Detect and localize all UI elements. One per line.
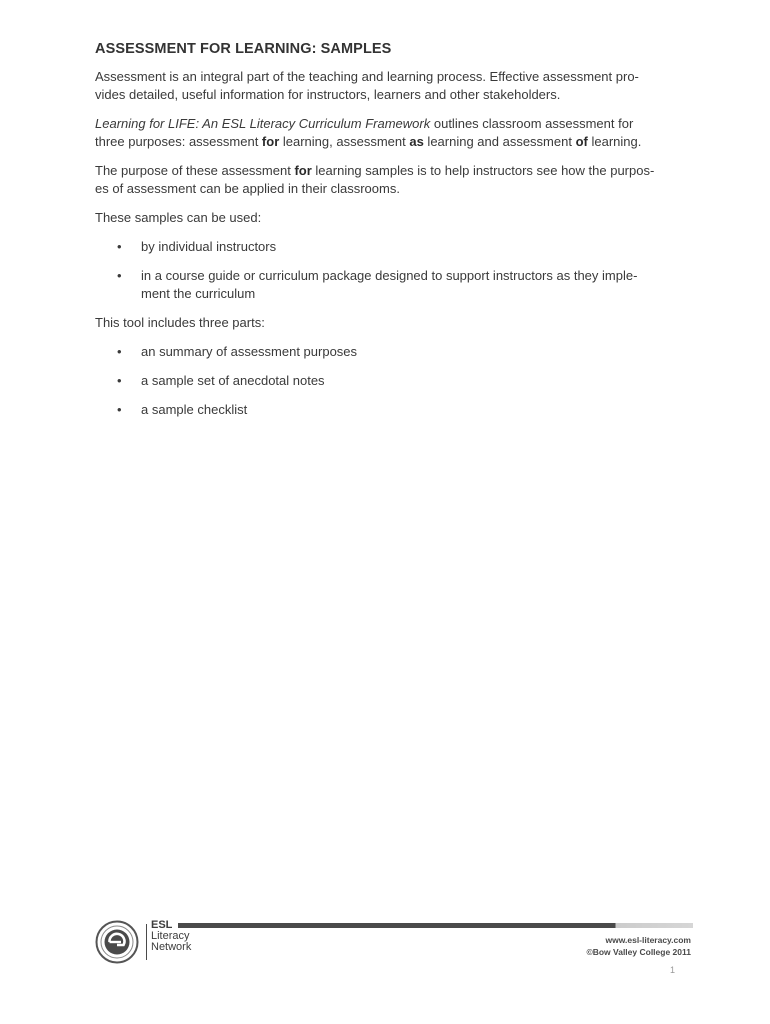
- bullet-icon: •: [117, 373, 122, 388]
- framework-line-1: [95, 115, 695, 133]
- logo-separator: [146, 924, 147, 960]
- list-item-text: a sample set of anecdotal notes: [141, 373, 325, 388]
- list-item: [95, 372, 695, 390]
- esl-literacy-network-logo-icon: [95, 920, 139, 964]
- footer-copyright: ©Bow Valley College 2011: [586, 947, 691, 957]
- list-item: [95, 401, 695, 419]
- intro-line-2: vides detailed, useful information for instructors, learners and other stakeholders.: [95, 87, 561, 102]
- footer-rule: [178, 923, 693, 928]
- framework-line-2: [95, 133, 695, 151]
- parts-list: [95, 343, 695, 419]
- list-item: [95, 267, 695, 303]
- framework-paragraph: [95, 115, 695, 151]
- list-item-text: a sample checklist: [141, 402, 248, 417]
- framework-title: Learning for LIFE: An ESL Literacy Curriculum Framework: [95, 116, 431, 131]
- document-body: [95, 41, 695, 430]
- list-item: [95, 238, 695, 256]
- list-item-text: an summary of assessment purposes: [141, 344, 358, 359]
- framework-line-2-b: learning, assessment: [279, 134, 410, 149]
- list-item-text-continued: ment the curriculum: [141, 286, 256, 301]
- bullet-icon: •: [117, 239, 122, 254]
- bold-for: for: [261, 134, 280, 149]
- purpose-line-1-a: The purpose of these assessment: [95, 163, 295, 178]
- bullet-icon: •: [117, 344, 122, 359]
- bullet-icon: •: [117, 268, 122, 283]
- uses-list: [95, 238, 695, 303]
- bold-of: of: [575, 134, 588, 149]
- framework-line-2-d: learning.: [587, 134, 642, 149]
- intro-paragraph: [95, 68, 695, 104]
- footer-url: www.esl-literacy.com: [605, 935, 691, 945]
- purpose-bold-for: for: [294, 163, 312, 178]
- list-item: [95, 343, 695, 361]
- bold-as: as: [409, 134, 424, 149]
- page-title: ASSESSMENT FOR LEARNING: SAMPLES: [95, 41, 392, 57]
- purpose-line-2: es of assessment can be applied in their classrooms.: [95, 181, 400, 196]
- intro-line-1: Assessment is an integral part of the teaching and learning process. Effective assessment pro-: [95, 69, 639, 84]
- purpose-line-1-b: learning samples is to help instructors see how the purpos-: [311, 163, 655, 178]
- page-number: 1: [670, 965, 676, 975]
- bullet-icon: •: [117, 402, 122, 417]
- list-item-text: by individual instructors: [141, 239, 277, 254]
- logo-line-3: Network: [151, 941, 192, 953]
- list-item-text: in a course guide or curriculum package designed to support instructors as they imple-: [141, 268, 638, 283]
- purpose-line-1: [95, 162, 695, 180]
- page-footer: [95, 915, 693, 975]
- logo-line-2: Literacy: [151, 930, 190, 942]
- framework-line-2-a: three purposes: assessment: [95, 134, 262, 149]
- parts-heading: This tool includes three parts:: [95, 315, 265, 330]
- framework-line-1-rest: outlines classroom assessment for: [430, 116, 634, 131]
- logo-line-1: ESL: [151, 919, 173, 931]
- purpose-paragraph: [95, 162, 695, 198]
- framework-line-2-c: learning and assessment: [423, 134, 576, 149]
- uses-heading: These samples can be used:: [95, 210, 262, 225]
